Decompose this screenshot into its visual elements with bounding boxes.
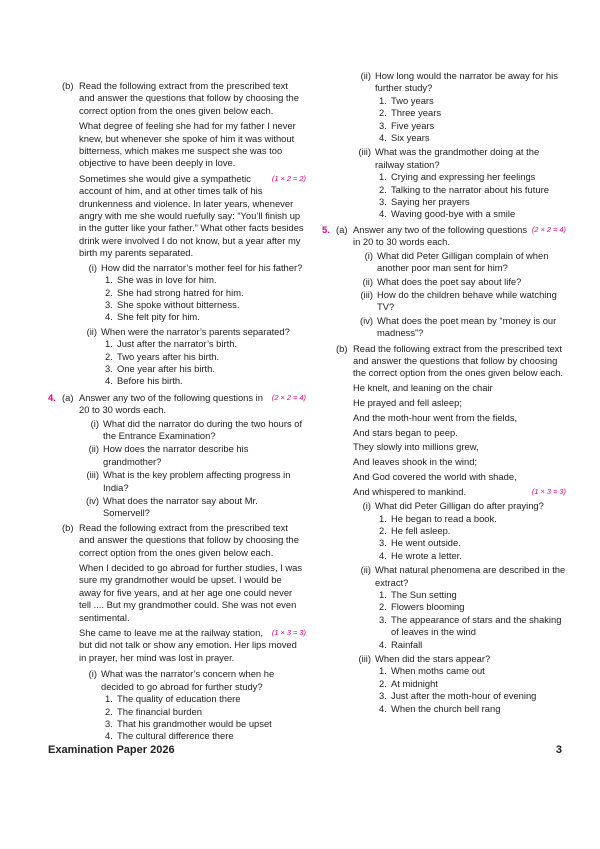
poem-line: And stars began to peep. <box>353 426 458 438</box>
extract-para-1: What degree of feeling she had for my father I never knew, but whenever she spoke of him it was without bitterness, which makes me suspect she was too objective to have been deeply in love. <box>79 120 296 169</box>
option-number: 1. <box>105 338 113 350</box>
instruction: Read the following extract from the prescribed text and answer the questions that follow by choosing the correct option from the ones given below each. <box>79 80 299 116</box>
option-text: He wrote a letter. <box>391 549 462 561</box>
poem-line: They slowly into millions grew, <box>353 441 479 453</box>
short-question <box>79 443 306 468</box>
option-number: 1. <box>379 512 387 524</box>
option <box>379 703 566 715</box>
mcq-question <box>79 262 306 274</box>
option-list <box>105 274 306 324</box>
option <box>379 120 566 132</box>
option <box>379 589 566 601</box>
option-text: He began to read a book. <box>391 512 497 524</box>
footer-title: Examination Paper 2026 <box>48 744 175 756</box>
short-question <box>353 289 566 314</box>
part-label: (a) <box>336 223 348 235</box>
option <box>105 706 306 718</box>
option <box>105 338 306 350</box>
option-text: She was in love for him. <box>117 274 217 286</box>
option-number: 3. <box>105 717 113 729</box>
short-question <box>79 495 306 520</box>
question-roman: (iii) <box>358 146 371 158</box>
question-text: What was the narrator’s concern when he decided to go abroad for further study? <box>101 668 275 692</box>
option-number: 1. <box>379 588 387 600</box>
poem-line <box>353 486 566 498</box>
part-label: (b) <box>336 342 348 354</box>
question-text: What did Peter Gilligan complain of when another poor man sent for him? <box>377 249 549 274</box>
option <box>379 95 566 107</box>
question-text: How does the narrator describe his grandmother? <box>103 443 249 467</box>
option-number: 2. <box>379 601 387 613</box>
option-text: Just after the moth-hour of evening <box>391 690 537 702</box>
option-text: He fell asleep. <box>391 524 451 536</box>
option <box>379 184 566 196</box>
question-text: How did the narrator’s mother feel for his father? <box>101 261 303 273</box>
option-number: 3. <box>379 537 387 549</box>
question-roman: (iii) <box>86 469 99 481</box>
option-text: Saying her prayers <box>391 196 470 208</box>
option-number: 4. <box>105 375 113 387</box>
option-text: When the church bell rang <box>391 702 501 714</box>
question-roman: (ii) <box>86 325 97 337</box>
mcq-question <box>353 653 566 665</box>
option-number: 3. <box>379 196 387 208</box>
option-text: Waving good-bye with a smile <box>391 208 516 220</box>
question-text: What did Peter Gilligan do after praying? <box>375 500 544 512</box>
question-text: What does the poet mean by “money is our madness”? <box>377 314 557 339</box>
part-label: (a) <box>62 391 74 403</box>
option-number: 4. <box>379 702 387 714</box>
option-number: 2. <box>379 677 387 689</box>
option-number: 4. <box>379 549 387 561</box>
option <box>105 363 306 375</box>
option-text: One year after his birth. <box>117 362 215 374</box>
poem-line-text: And whispered to mankind. <box>353 485 467 497</box>
option-number: 3. <box>379 613 387 625</box>
option-text: He went outside. <box>391 537 461 549</box>
option-number: 3. <box>105 298 113 310</box>
question-roman: (ii) <box>88 443 99 455</box>
option-number: 4. <box>105 730 113 742</box>
short-question <box>353 315 566 340</box>
option-number: 2. <box>379 524 387 536</box>
question-roman: (ii) <box>362 275 373 287</box>
option-number: 4. <box>379 208 387 220</box>
poem-line: And the moth-hour went from the fields, <box>353 411 518 423</box>
option <box>379 678 566 690</box>
option <box>379 537 566 549</box>
option <box>105 299 306 311</box>
option-number: 1. <box>105 693 113 705</box>
question-roman: (i) <box>364 249 373 261</box>
question-text: What is the key problem affecting progress in India? <box>103 469 291 493</box>
option-text: The appearance of stars and the shaking of leaves in the wind <box>391 613 562 638</box>
poem-line: He prayed and fell asleep; <box>353 396 462 408</box>
mcq-question <box>353 70 566 95</box>
question-text: What was the grandmother doing at the railway station? <box>375 146 540 170</box>
option-text: Two years after his birth. <box>117 350 220 362</box>
option-text: At midnight <box>391 677 438 689</box>
option-text: Two years <box>391 94 434 106</box>
right-column <box>322 70 566 715</box>
option <box>105 287 306 299</box>
page-number: 3 <box>555 744 562 756</box>
option-text: Talking to the narrator about his future <box>391 183 549 195</box>
option-text: She had strong hatred for him. <box>117 286 244 298</box>
option <box>379 639 566 651</box>
instruction: (2 × 2 = 4) Answer any two of the following questions in 20 to 30 words each. <box>353 223 566 248</box>
option-text: Six years <box>391 132 430 144</box>
mcq-question <box>353 564 566 589</box>
question-text: How do the children behave while watching TV? <box>377 288 557 313</box>
option-text: The cultural difference there <box>117 730 234 742</box>
mcq-list <box>353 500 566 715</box>
option-text: The Sun setting <box>391 588 457 600</box>
question-number: 5. <box>322 223 330 235</box>
option <box>105 718 306 730</box>
poem-line: And God covered the world with shade, <box>353 470 517 482</box>
mcq-list <box>79 668 306 742</box>
option-number: 3. <box>379 690 387 702</box>
option <box>379 171 566 183</box>
option <box>105 375 306 387</box>
marks: (1 × 3 = 3) <box>271 628 306 638</box>
question-number: 4. <box>48 391 56 403</box>
short-question <box>353 250 566 275</box>
question-3b <box>62 80 306 388</box>
option-list <box>379 95 566 145</box>
short-question <box>79 418 306 443</box>
option-list <box>379 589 566 651</box>
option <box>379 196 566 208</box>
part-label: (b) <box>62 80 74 91</box>
extract-para-2: (1 × 3 = 3) She came to leave me at the railway station, but did not talk or show any emotion. Her lips moved in prayer, her mind was lost in prayer. <box>79 627 306 663</box>
instruction: Read the following extract from the prescribed text and answer the questions that follow by choosing the correct option from the ones given below each. <box>79 521 299 558</box>
option-text: Crying and expressing her feelings <box>391 171 536 183</box>
question-text: When did the stars appear? <box>375 653 491 664</box>
question-roman: (i) <box>362 500 371 512</box>
option <box>379 208 566 220</box>
poem-line: He knelt, and leaning on the chair <box>353 382 493 394</box>
option <box>379 614 566 639</box>
option-list <box>379 171 566 221</box>
option-text: Just after the narrator’s birth. <box>117 338 238 350</box>
question-roman: (ii) <box>360 70 371 81</box>
option-list <box>105 693 306 743</box>
option-text: Flowers blooming <box>391 601 465 613</box>
option-text: That his grandmother would be upset <box>117 717 272 729</box>
option-number: 3. <box>105 362 113 374</box>
marks: (1 × 3 = 3) <box>531 486 566 496</box>
short-question-list <box>353 250 566 340</box>
option <box>105 311 306 323</box>
short-question <box>353 276 566 288</box>
option-number: 1. <box>379 171 387 183</box>
mcq-question <box>353 500 566 512</box>
poem-extract <box>353 382 566 498</box>
question-roman: (i) <box>90 417 99 429</box>
mcq-list <box>79 262 306 388</box>
question-roman: (iv) <box>359 314 373 326</box>
option-number: 1. <box>105 274 113 286</box>
option-number: 1. <box>379 665 387 677</box>
option-number: 4. <box>379 638 387 650</box>
option-text: The quality of education there <box>117 693 241 705</box>
question-roman: (iv) <box>85 495 99 506</box>
option-text: She spoke without bitterness. <box>117 298 240 310</box>
option-number: 1. <box>379 94 387 106</box>
question-text: What does the poet say about life? <box>377 275 522 287</box>
poem-line: And leaves shook in the wind; <box>353 456 478 468</box>
option-number: 2. <box>379 107 387 119</box>
extract-para-1: When I decided to go abroad for further studies, I was sure my grandmother would be upset. I would be away for five years, and at her age one could never tell .... But my grandmother could. She was not even sentimental. <box>79 562 303 623</box>
option-text: When moths came out <box>391 665 485 677</box>
option-number: 2. <box>105 705 113 717</box>
option-text: She felt pity for him. <box>117 311 200 323</box>
question-text: How long would the narrator be away for his further study? <box>375 70 558 94</box>
question-roman: (iii) <box>358 653 371 664</box>
option-text: Rainfall <box>391 638 423 650</box>
option-text: The financial burden <box>117 705 202 717</box>
option <box>379 601 566 613</box>
option-text: Before his birth. <box>117 375 183 387</box>
instruction: (2 × 2 = 4) Answer any two of the following questions in 20 to 30 words each. <box>79 391 306 416</box>
option-number: 2. <box>105 286 113 298</box>
question-5 <box>322 224 566 340</box>
option-list <box>105 338 306 388</box>
option <box>379 525 566 537</box>
question-5b <box>336 343 566 716</box>
option-number: 4. <box>105 311 113 323</box>
question-text: What did the narrator do during the two hours of the Entrance Examination? <box>103 417 303 441</box>
short-question <box>79 469 306 494</box>
mcq-question <box>79 326 306 338</box>
option-list <box>379 513 566 563</box>
marks: (2 × 2 = 4) <box>271 392 306 402</box>
option <box>379 665 566 677</box>
left-column <box>48 80 306 743</box>
mcq-question <box>79 668 306 693</box>
question-text: What natural phenomena are described in the extract? <box>375 564 566 588</box>
question-roman: (i) <box>88 261 97 273</box>
mcq-list <box>353 70 566 221</box>
question-4b <box>62 522 306 743</box>
option-number: 2. <box>379 183 387 195</box>
question-text: What does the narrator say about Mr. Somervell? <box>103 495 258 519</box>
option <box>379 132 566 144</box>
option-text: Five years <box>391 119 435 131</box>
marks: (1 × 2 = 2) <box>271 173 306 183</box>
option-number: 3. <box>379 119 387 131</box>
option-text: Three years <box>391 107 442 119</box>
option-number: 4. <box>379 132 387 144</box>
option <box>105 730 306 742</box>
option <box>105 351 306 363</box>
question-roman: (i) <box>88 668 97 680</box>
question-roman: (iii) <box>360 288 373 300</box>
option-list <box>379 665 566 715</box>
instruction: Read the following extract from the prescribed text and answer the questions that follow by choosing the correct option from the ones given below each. <box>353 342 564 379</box>
option <box>379 690 566 702</box>
page-footer <box>48 744 562 756</box>
question-roman: (ii) <box>360 564 371 576</box>
part-label: (b) <box>62 521 74 533</box>
option <box>379 513 566 525</box>
marks: (2 × 2 = 4) <box>531 224 566 234</box>
option-number: 2. <box>105 350 113 362</box>
question-text: When were the narrator’s parents separated? <box>101 325 290 337</box>
question-4 <box>48 392 306 520</box>
option <box>105 693 306 705</box>
extract-para-2: (1 × 2 = 2) Sometimes she would give a sympathetic account of him, and at other times talk of his drunkenness and violence. In later years, whenever angry with me she would ruefully say: “You’ll finish up in the gutter like your father.” What other facts besides drink were involved I do not know, but a year after my birth my parents separated. <box>79 172 306 259</box>
option <box>379 107 566 119</box>
mcq-question <box>353 146 566 171</box>
option <box>379 550 566 562</box>
option <box>105 274 306 286</box>
short-question-list <box>79 418 306 520</box>
